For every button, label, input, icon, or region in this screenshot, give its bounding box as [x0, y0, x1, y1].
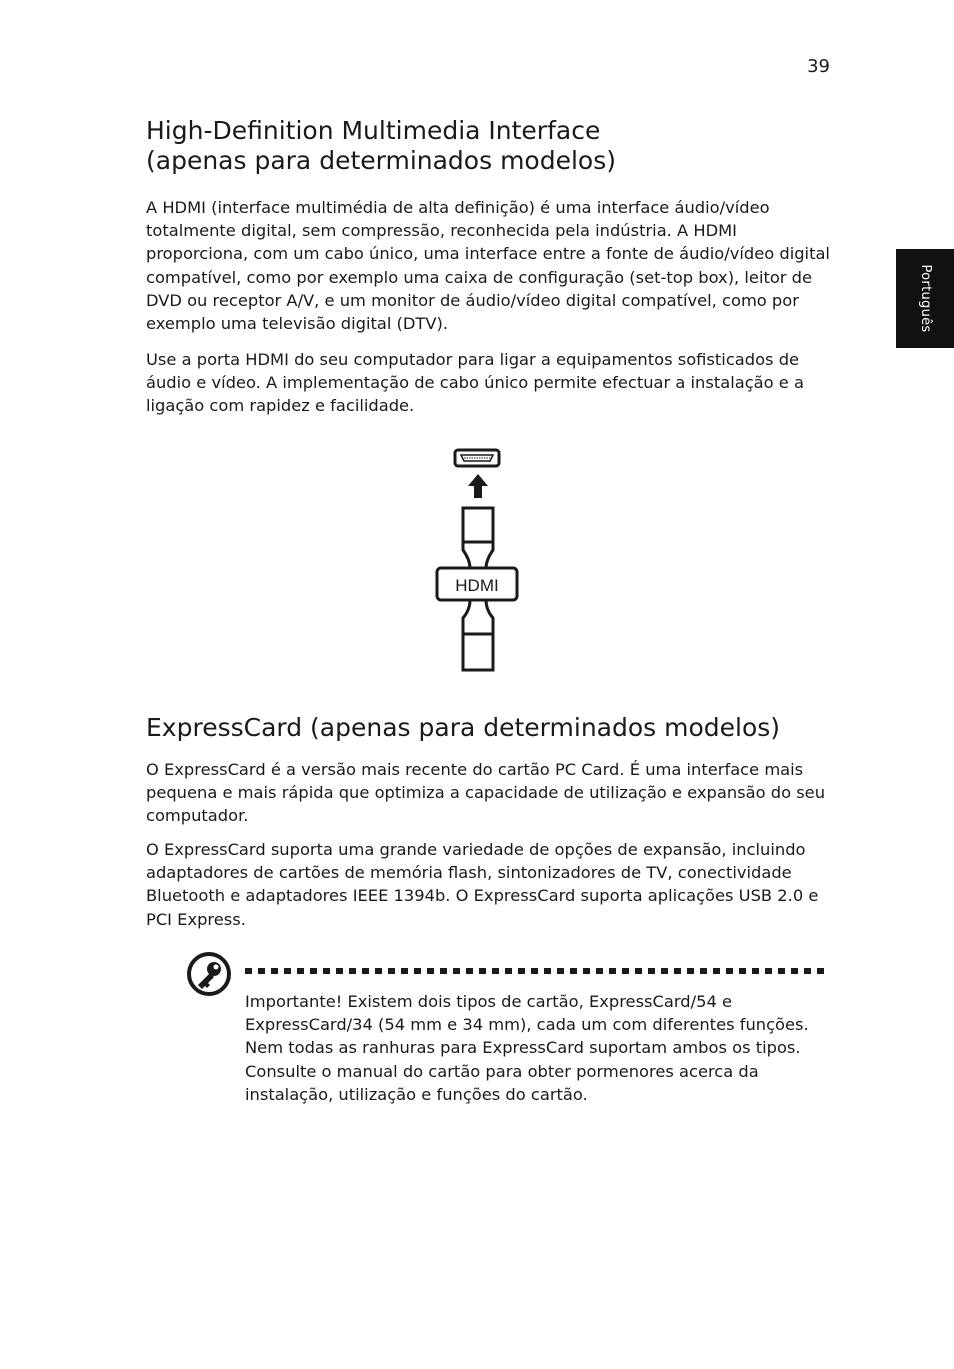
- expresscard-paragraph-2: O ExpressCard suporta uma grande variedade de opções de expansão, incluindo adaptadores de cartões de memória flash, sintonizadores de TV, conectividade Bluetooth e adaptadores IEEE 1394b. O ExpressCard suporta aplicações USB 2.0 e PCI Express.: [146, 840, 819, 929]
- hdmi-paragraph-1: A HDMI (interface multimédia de alta definição) é uma interface áudio/vídeo totalmente digital, sem compressão, reconhecida pela indústria. A HDMI proporciona, com um cabo único, uma interface entre a fonte de áudio/vídeo digital compatível, como por exemplo uma caixa de configuração (set-top box), leitor de DVD ou receptor A/V, e um monitor de áudio/vídeo digital compatível, como por exemplo uma televisão digital (DTV).: [146, 198, 830, 334]
- hdmi-port-icon: [455, 450, 499, 466]
- expresscard-heading: ExpressCard (apenas para determinados modelos): [146, 713, 781, 742]
- hdmi-figure-label: HDMI: [455, 576, 499, 595]
- hdmi-connector-figure: [430, 444, 530, 676]
- important-note: [245, 990, 825, 1106]
- arrow-up-icon: [468, 474, 488, 498]
- hdmi-heading-line1: High-Definition Multimedia Interface: [146, 116, 601, 145]
- hdmi-connector-icon: [430, 444, 530, 676]
- hdmi-heading: [146, 116, 786, 176]
- important-note-label: Importante!: [245, 992, 343, 1011]
- page-number: 39: [807, 56, 830, 77]
- language-tab-label: Português: [918, 264, 933, 333]
- expresscard-paragraph-1: O ExpressCard é a versão mais recente do cartão PC Card. É uma interface mais pequena e mais rápida que optimiza a capacidade de utilização e expansão do seu computador.: [146, 760, 826, 826]
- key-icon: [185, 950, 233, 998]
- language-tab: [896, 249, 954, 348]
- hdmi-heading-line2: (apenas para determinados modelos): [146, 146, 616, 175]
- important-note-text: Existem dois tipos de cartão, ExpressCard/54 e ExpressCard/34 (54 mm e 34 mm), cada um com diferentes funções. Nem todas as ranhuras para ExpressCard suportam ambos os tipos. Consulte o manual do cartão para obter pormenores acerca da instalação, utilização e funções do cartão.: [245, 992, 809, 1104]
- hdmi-plug-lower-icon: [463, 600, 493, 670]
- hdmi-plug-upper-icon: [463, 508, 493, 568]
- hdmi-paragraph-2: Use a porta HDMI do seu computador para ligar a equipamentos sofisticados de áudio e vídeo. A implementação de cabo único permite efectuar a instalação e a ligação com rapidez e facilidade.: [146, 350, 804, 416]
- note-divider: [245, 968, 827, 974]
